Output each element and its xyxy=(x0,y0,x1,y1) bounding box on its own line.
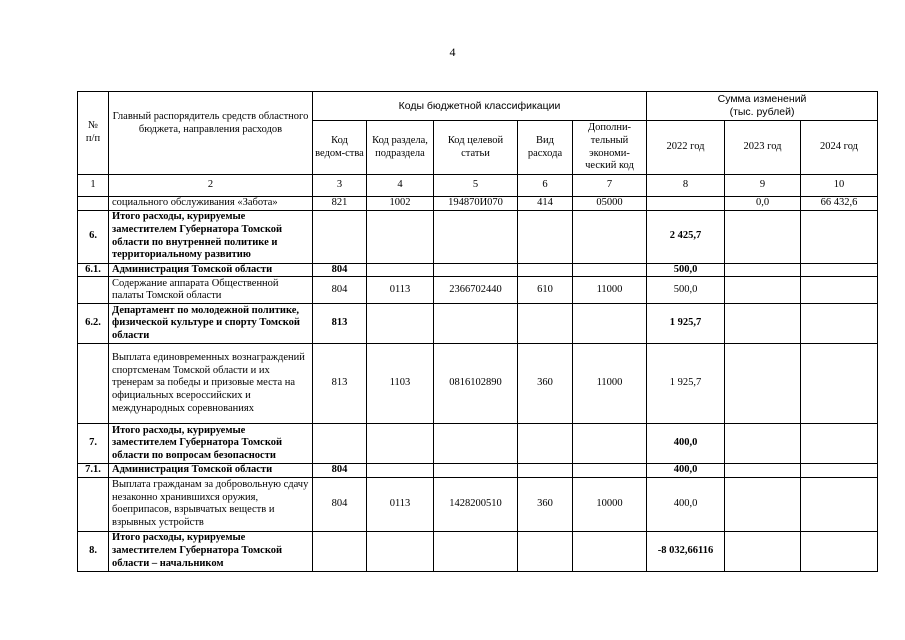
row-ved: 813 xyxy=(313,344,367,424)
row-desc: социального обслуживания «Забота» xyxy=(109,197,313,211)
row-dop: 05000 xyxy=(573,197,647,211)
row-num xyxy=(78,344,109,424)
row-2024 xyxy=(801,477,878,531)
row-dop xyxy=(573,464,647,478)
col-number: 4 xyxy=(367,175,434,197)
row-vid xyxy=(518,210,573,263)
table-row xyxy=(78,531,878,571)
row-2023: 0,0 xyxy=(725,197,801,211)
table-row xyxy=(78,197,878,211)
page-number: 4 xyxy=(449,45,456,59)
row-ved: 804 xyxy=(313,464,367,478)
row-razdel xyxy=(367,263,434,277)
row-desc: Администрация Томской области xyxy=(109,263,313,277)
row-vid: 360 xyxy=(518,477,573,531)
row-2023 xyxy=(725,263,801,277)
row-razdel xyxy=(367,531,434,571)
row-ved: 804 xyxy=(313,277,367,304)
col-number: 3 xyxy=(313,175,367,197)
row-num: 7. xyxy=(78,424,109,464)
row-2023 xyxy=(725,304,801,344)
row-desc: Выплата гражданам за добровольную сдачу незаконно хранившихся оружия, боеприпасов, взрывчатых веществ и взрывных устройств xyxy=(109,477,313,531)
row-ved: 804 xyxy=(313,263,367,277)
row-razdel: 1002 xyxy=(367,197,434,211)
row-2024 xyxy=(801,424,878,464)
table-row xyxy=(78,477,878,531)
row-dop xyxy=(573,210,647,263)
row-razdel xyxy=(367,464,434,478)
row-vid xyxy=(518,263,573,277)
header-code-type: Вид расхода xyxy=(518,121,573,175)
row-dop: 11000 xyxy=(573,344,647,424)
col-number: 9 xyxy=(725,175,801,197)
row-num: 6.2. xyxy=(78,304,109,344)
row-desc: Администрация Томской области xyxy=(109,464,313,478)
row-ved: 813 xyxy=(313,304,367,344)
budget-table xyxy=(77,91,878,572)
header-num: № п/п xyxy=(78,92,109,175)
row-ved xyxy=(313,531,367,571)
row-2024 xyxy=(801,277,878,304)
row-dop: 11000 xyxy=(573,277,647,304)
row-razdel xyxy=(367,424,434,464)
header-year-2022: 2022 год xyxy=(647,121,725,175)
table-header xyxy=(78,92,878,197)
row-2022: 1 925,7 xyxy=(647,304,725,344)
row-2022: 400,0 xyxy=(647,424,725,464)
row-2022: 500,0 xyxy=(647,263,725,277)
row-desc: Содержание аппарата Общественной палаты Томской области xyxy=(109,277,313,304)
row-razdel xyxy=(367,304,434,344)
column-numbers-row xyxy=(78,175,878,197)
row-2024 xyxy=(801,263,878,277)
col-number: 5 xyxy=(434,175,518,197)
row-target xyxy=(434,263,518,277)
row-num xyxy=(78,277,109,304)
row-2024 xyxy=(801,531,878,571)
header-code-target: Код целевой статьи xyxy=(434,121,518,175)
header-main-distributor: Главный распорядитель средств областного бюджета, направления расходов xyxy=(109,92,313,175)
header-code-additional: Дополни-тельный экономи-ческий код xyxy=(573,121,647,175)
row-target xyxy=(434,304,518,344)
row-num: 6. xyxy=(78,210,109,263)
row-vid xyxy=(518,531,573,571)
row-razdel: 0113 xyxy=(367,477,434,531)
row-2024: 66 432,6 xyxy=(801,197,878,211)
row-dop xyxy=(573,304,647,344)
row-dop xyxy=(573,531,647,571)
row-dop xyxy=(573,424,647,464)
table-body xyxy=(78,197,878,572)
row-target: 0816102890 xyxy=(434,344,518,424)
row-target: 194870И070 xyxy=(434,197,518,211)
row-2022: 500,0 xyxy=(647,277,725,304)
row-num xyxy=(78,197,109,211)
row-ved xyxy=(313,424,367,464)
row-2024 xyxy=(801,464,878,478)
table-row xyxy=(78,263,878,277)
row-num: 6.1. xyxy=(78,263,109,277)
row-2022: 2 425,7 xyxy=(647,210,725,263)
row-2022: 1 925,7 xyxy=(647,344,725,424)
row-target: 1428200510 xyxy=(434,477,518,531)
row-desc: Выплата единовременных вознаграждений спортсменам Томской области и их тренерам за победы и призовые места на официальных всероссийских и международных соревнованиях xyxy=(109,344,313,424)
header-year-2024: 2024 год xyxy=(801,121,878,175)
row-desc: Итого расходы, курируемые заместителем Губернатора Томской области по вопросам безопасности xyxy=(109,424,313,464)
row-num: 7.1. xyxy=(78,464,109,478)
col-number: 10 xyxy=(801,175,878,197)
row-desc: Департамент по молодежной политике, физической культуре и спорту Томской области xyxy=(109,304,313,344)
row-ved xyxy=(313,210,367,263)
row-target: 2366702440 xyxy=(434,277,518,304)
header-budget-codes: Коды бюджетной классификации xyxy=(313,92,647,121)
header-code-section: Код раздела, подраздела xyxy=(367,121,434,175)
row-2023 xyxy=(725,464,801,478)
row-target xyxy=(434,424,518,464)
header-year-2023: 2023 год xyxy=(725,121,801,175)
row-vid: 360 xyxy=(518,344,573,424)
row-razdel: 1103 xyxy=(367,344,434,424)
row-vid xyxy=(518,464,573,478)
table-row xyxy=(78,424,878,464)
row-2023 xyxy=(725,477,801,531)
row-ved: 821 xyxy=(313,197,367,211)
row-2023 xyxy=(725,210,801,263)
row-razdel: 0113 xyxy=(367,277,434,304)
row-ved: 804 xyxy=(313,477,367,531)
row-2024 xyxy=(801,304,878,344)
row-target xyxy=(434,464,518,478)
table-row xyxy=(78,344,878,424)
col-number: 1 xyxy=(78,175,109,197)
row-2022 xyxy=(647,197,725,211)
row-vid: 414 xyxy=(518,197,573,211)
row-2023 xyxy=(725,277,801,304)
row-2023 xyxy=(725,531,801,571)
row-vid: 610 xyxy=(518,277,573,304)
col-number: 8 xyxy=(647,175,725,197)
table-row xyxy=(78,464,878,478)
row-num xyxy=(78,477,109,531)
row-vid xyxy=(518,304,573,344)
col-number: 6 xyxy=(518,175,573,197)
col-number: 2 xyxy=(109,175,313,197)
header-code-department: Код ведом-ства xyxy=(313,121,367,175)
row-desc: Итого расходы, курируемые заместителем Губернатора Томской области по внутренней политике и территориальному развитию xyxy=(109,210,313,263)
row-2023 xyxy=(725,344,801,424)
header-sum-changes: Сумма изменений (тыс. рублей) xyxy=(647,92,878,121)
row-target xyxy=(434,210,518,263)
table-row xyxy=(78,304,878,344)
row-vid xyxy=(518,424,573,464)
row-num: 8. xyxy=(78,531,109,571)
row-2023 xyxy=(725,424,801,464)
row-dop xyxy=(573,263,647,277)
col-number: 7 xyxy=(573,175,647,197)
row-desc: Итого расходы, курируемые заместителем Губернатора Томской области – начальником xyxy=(109,531,313,571)
row-razdel xyxy=(367,210,434,263)
table-row xyxy=(78,210,878,263)
row-2022: -8 032,66116 xyxy=(647,531,725,571)
row-2022: 400,0 xyxy=(647,464,725,478)
row-2024 xyxy=(801,210,878,263)
row-target xyxy=(434,531,518,571)
row-2024 xyxy=(801,344,878,424)
row-dop: 10000 xyxy=(573,477,647,531)
table-row xyxy=(78,277,878,304)
row-2022: 400,0 xyxy=(647,477,725,531)
